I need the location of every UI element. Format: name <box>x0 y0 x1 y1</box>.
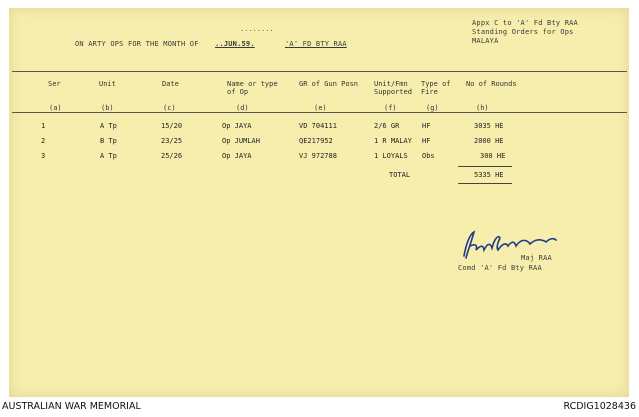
col-header-fire: Type of Fire <box>421 80 451 96</box>
row3-supported: 1 LOYALS <box>374 152 408 160</box>
col-header-ser: Ser <box>48 80 61 88</box>
document-page <box>9 8 629 397</box>
row2-gr: QE217952 <box>299 137 333 145</box>
row3-fire: Obs <box>422 152 435 160</box>
row1-supported: 2/6 GR <box>374 122 400 130</box>
footer-left: AUSTRALIAN WAR MEMORIAL <box>2 401 141 412</box>
header-unit: 'A' FD BTY RAA <box>285 40 347 48</box>
col-letter-a: (a) <box>49 104 62 112</box>
row1-gr: VD 704111 <box>299 122 337 130</box>
col-header-date: Date <box>162 80 179 88</box>
col-header-supported: Unit/Fmn Supported <box>374 80 412 96</box>
col-letter-d: (d) <box>236 104 249 112</box>
row1-date: 15/20 <box>161 122 183 130</box>
col-letter-f: (f) <box>384 104 397 112</box>
row2-date: 23/25 <box>161 137 183 145</box>
col-letter-e: (e) <box>314 104 327 112</box>
row2-op: Op JUMLAH <box>222 137 260 145</box>
col-header-unit: Unit <box>99 80 116 88</box>
signature-rank: Maj RAA <box>521 254 552 262</box>
signature-appointment: Comd 'A' Fd Bty RAA <box>458 264 542 272</box>
appendix-line-2: Standing Orders for Ops <box>472 28 574 36</box>
header-title-left: ON ARTY OPS FOR THE MONTH OF <box>75 40 199 48</box>
appendix-line-3: MALAYA <box>472 37 499 45</box>
row3-op: Op JAYA <box>222 152 252 160</box>
total-label: TOTAL <box>389 171 411 179</box>
row2-fire: HF <box>422 137 431 145</box>
row1-unit: A Tp <box>100 122 117 130</box>
table-header-rule <box>12 112 627 113</box>
row1-op: Op JAYA <box>222 122 252 130</box>
row1-fire: HF <box>422 122 431 130</box>
col-header-gr: GR of Gun Posn <box>299 80 359 88</box>
row3-date: 25/26 <box>161 152 183 160</box>
total-top-rule <box>458 166 512 167</box>
col-letter-c: (c) <box>163 104 176 112</box>
row3-ser: 3 <box>41 152 46 160</box>
row2-unit: B Tp <box>100 137 117 145</box>
appendix-line-1: Appx C to 'A' Fd Bty RAA <box>472 19 578 27</box>
total-bottom-rule <box>458 183 512 184</box>
row2-supported: 1 R MALAY <box>374 137 412 145</box>
footer-right: RCDIG1028436 <box>563 401 636 412</box>
header-month: ..JUN.59. <box>215 40 255 48</box>
col-letter-g: (g) <box>426 104 439 112</box>
header-dots: ........ <box>240 25 274 33</box>
row2-rounds: 2000 HE <box>474 137 504 145</box>
table-top-rule <box>12 71 627 72</box>
total-value: 5335 HE <box>474 171 504 179</box>
row3-gr: VJ 972788 <box>299 152 337 160</box>
row3-unit: A Tp <box>100 152 117 160</box>
row3-rounds: 300 HE <box>480 152 506 160</box>
row2-ser: 2 <box>41 137 46 145</box>
col-header-rounds: No of Rounds <box>466 80 517 88</box>
row1-ser: 1 <box>41 122 46 130</box>
col-header-name: Name or type of Op <box>227 80 278 96</box>
col-letter-b: (b) <box>101 104 114 112</box>
col-letter-h: (h) <box>476 104 489 112</box>
row1-rounds: 3035 HE <box>474 122 504 130</box>
